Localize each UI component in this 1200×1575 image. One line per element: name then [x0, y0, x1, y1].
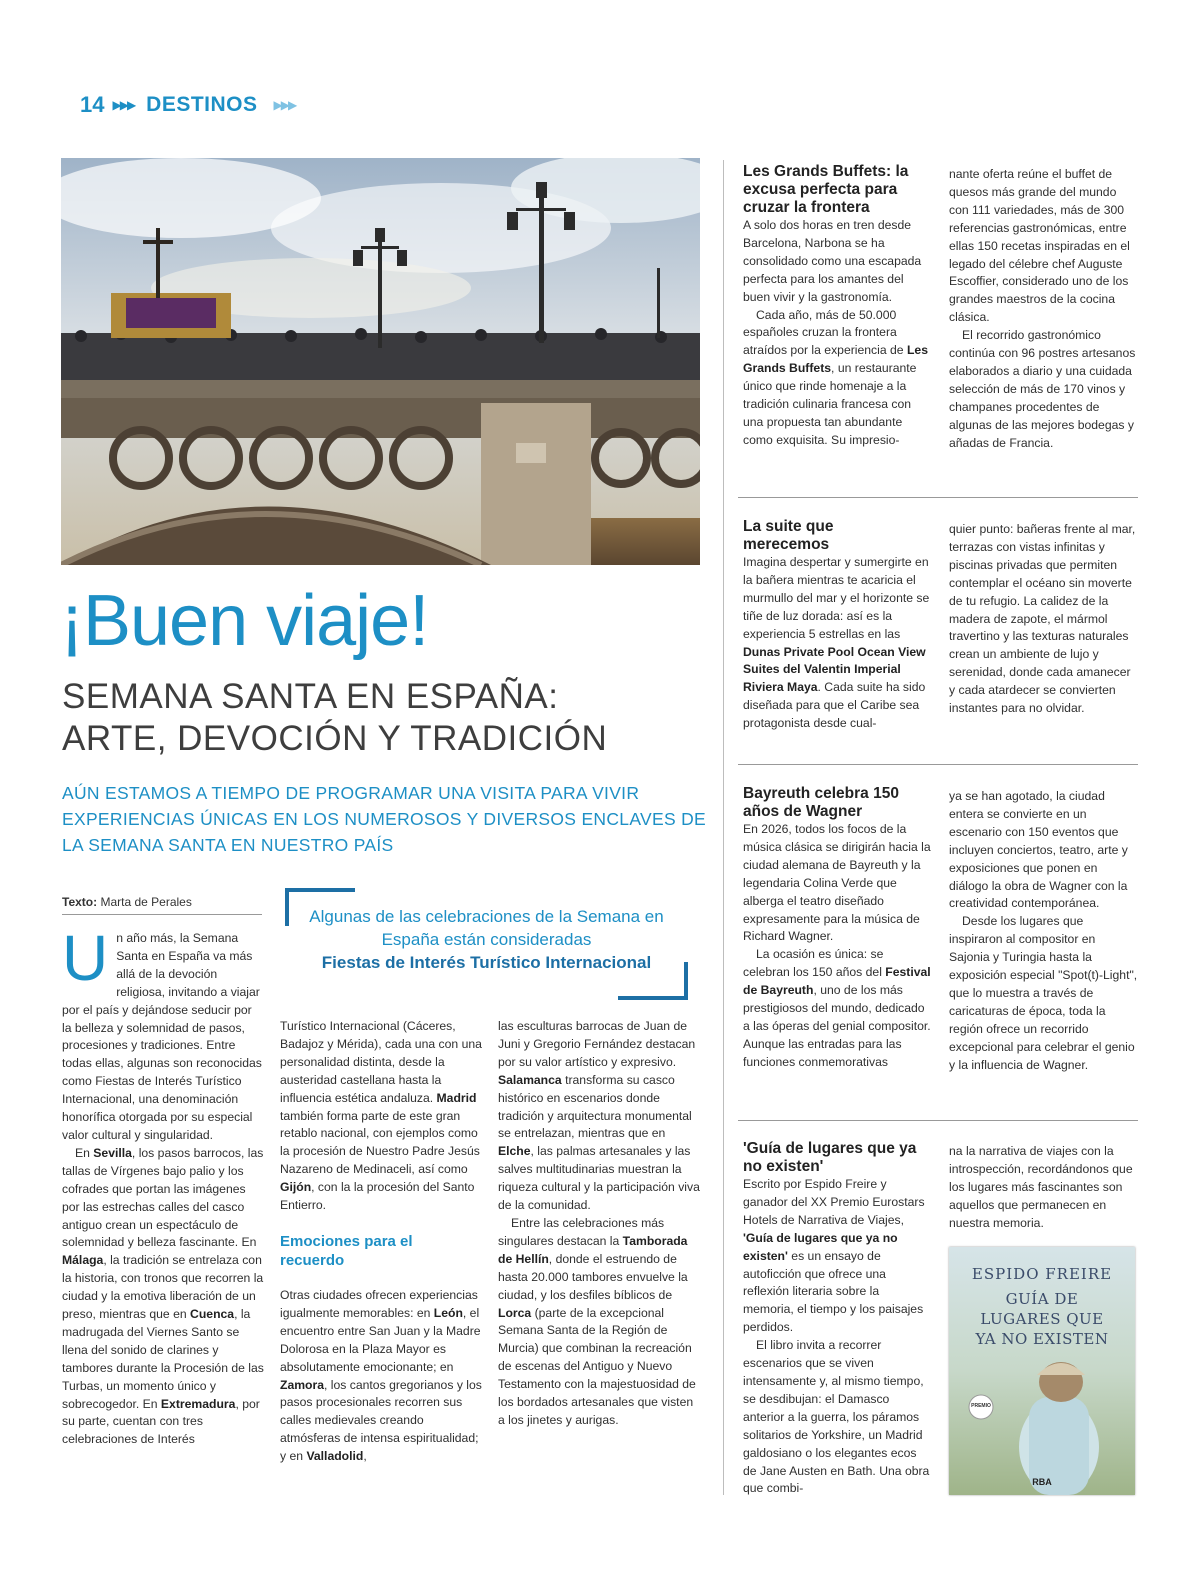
quote-bracket-bottom-side: [684, 962, 688, 1000]
column-divider: [723, 160, 724, 1495]
story-1-col-a: A solo dos horas en tren desde Barcelona, Narbona se ha consolidado como una escapada perfecta para los amantes del buen vivir y la gastronomía. Cada año, más de 50.000 españoles cruzan la frontera atraídos por la experiencia de Les Grands Buffets, un restaurante único que rinde homenaje a la tradición culinaria francesa con una propuesta tan abundante como exquisita. Su impresio-: [743, 218, 928, 447]
credit-name: Marta de Perales: [100, 895, 192, 909]
quote-bracket-top: [285, 888, 355, 892]
sidebar-story-1: [743, 163, 933, 450]
col2-paragraph-1: Turístico Internacional (Cáceres, Badajoz y Mérida), cada una con una personalidad distinta, desde la austeridad castellana hasta la influencia estética andaluza. Madrid también forma parte de este gran retablo nacional, con ejemplos como la procesión de Nuestro Padre Jesús Nazareno de Medinaceli, así como Gijón, con la la procesión del Santo Entierro.: [280, 1019, 482, 1213]
article-subheading: Emociones para el recuerdo: [280, 1232, 413, 1269]
pull-quote-normal: Algunas de las celebraciones de la Semana en España están consideradas: [309, 907, 664, 949]
quote-bracket-top-side: [285, 888, 289, 926]
hero-photo: [61, 158, 700, 565]
story-3-heading: Bayreuth celebra 150 años de Wagner: [743, 785, 899, 820]
quote-bracket-bottom: [618, 996, 688, 1000]
sidebar-story-2: [743, 518, 933, 733]
col3-paragraph-1: las esculturas barrocas de Juan de Juni y Gregorio Fernández destacan por su valor artístico y expresivo. Salamanca transforma su casco histórico en escenarios donde tradición y arquitectura monumental se entrelazan, mientras que en Elche, las palmas artesanales y las salves multitudinarias muestran la riqueza cultural y la participación viva de la comunidad.: [498, 1019, 700, 1213]
sidebar-story-4: [743, 1140, 933, 1498]
col2-paragraph-2: Otras ciudades ofrecen experiencias igualmente memorables: en León, el encuentro entre San Juan y la Madre Dolorosa en la Plaza Mayor es absolutamente emocionante; en Zamora, los cantos gregorianos y los pasos procesionales recorren sus calles medievales creando atmósferas de intensa espiritualidad; y en Valladolid,: [280, 1287, 482, 1464]
story-2-col-b: quier punto: bañeras frente al mar, terrazas con vistas infinitas y piscinas privadas que permiten contemplar el océano sin moverte de tu refugio. La calidez de la madera de zapote, el mármol travertino y las texturas naturales crean un ambiente de lujo y serenidad, donde cada amanecer y cada atardecer se convierten instantes para no olvidar.: [949, 522, 1136, 716]
article-title: ¡Buen viaje!: [60, 581, 429, 661]
story-3-col-a: En 2026, todos los focos de la música clásica se dirigirán hacia la ciudad alemana de Bayreuth y la legendaria Colina Verde que alberga el teatro diseñado expresamente para la música de Richard Wagner. La ocasión es única: se celebran los 150 años del Festival de Bayreuth, uno de los más prestigiosos del mundo, dedicado a las óperas del genial compositor. Aunque las entradas para las funciones conmemorativas: [743, 822, 931, 1069]
story-3-col-b: ya se han agotado, la ciudad entera se convierte en un escenario con 150 eventos que incluyen conciertos, teatro, arte y exposiciones que ponen en diálogo la obra de Wagner con la creatividad contemporánea. Desde los lugares que inspiraron al compositor en Sajonia y Turingia hasta la exposición especial "Spot(t)-Light", que lo muestra a través de caricaturas de época, toda la región ofrece un recorrido excepcional para celebrar el genio y la influencia de Wagner.: [949, 789, 1138, 1072]
book-cover: [949, 1247, 1135, 1495]
triple-chevron-light-icon: ▶▶▶: [273, 98, 296, 112]
sidebar-story-3: [743, 785, 933, 1072]
page-number: 14: [80, 92, 105, 117]
section-header: [80, 92, 295, 118]
book-award-badge: PREMIO: [971, 1403, 991, 1409]
subtitle-line-2: ARTE, DEVOCIÓN Y TRADICIÓN: [62, 719, 608, 758]
pull-quote-bold: Fiestas de Interés Turístico Internacional: [321, 953, 652, 972]
story-2-col-a: Imagina despertar y sumergirte en la bañera mientras te acaricia el murmullo del mar y el horizonte se tiñe de luz dorada: así es la experiencia 5 estrellas en las Dunas Private Pool Ocean View Suites del Valentin Imperial Riviera Maya. Cada suite ha sido diseñada para que el Caribe sea protagonista desde cual-: [743, 555, 930, 731]
story-divider-1: [738, 497, 1138, 498]
story-divider-3: [738, 1120, 1138, 1121]
story-1-col-b: nante oferta reúne el buffet de quesos más grande del mundo con 111 variedades, más de 300 referencias gastronómicas, entre ellas 150 recetas inspiradas en el legado del célebre chef Auguste Escoffier, considerado uno de los grandes maestros de la cocina clásica. El recorrido gastronómico continúa con 96 postres artesanos elaborados a diario y una cuidada selección de más de 170 vinos y champanes procedentes de algunas de las mejores bodegas y añadas de Francia.: [949, 167, 1136, 450]
col3-paragraph-2: Entre las celebraciones más singulares destacan la Tamborada de Hellín, donde el estruendo de hasta 20.000 tambores envuelve la ciudad, y los desfiles bíblicos de Lorca (parte de la excepcional Semana Santa de la Región de Murcia) que combinan la recreación de escenas del Antiguo y Nuevo Testamento con la majestuosidad de los bordados artesanales que visten a los jinetes y aurigas.: [498, 1215, 696, 1427]
story-1-heading: Les Grands Buffets: la excusa perfecta para cruzar la frontera: [743, 163, 909, 216]
subtitle-line-1: SEMANA SANTA EN ESPAÑA:: [62, 677, 559, 716]
book-publisher-logo: RBA: [1032, 1477, 1052, 1487]
col1-paragraph-2: En Sevilla, los pasos barrocos, las tallas de Vírgenes bajo palio y los cofrades que portan las imágenes por las estrechas calles del casco antiguo crean un espectáculo de solemnidad y belleza fascinante. En Málaga, la tradición se entrelaza con la historia, con tronos que recorren la ciudad y la emotiva liberación de un preso, mientras que en Cuenca, la madrugada del Viernes Santo se llena del sonido de clarines y tambores durante la Procesión de las Turbas, un momento único y sobrecogedor. En Extremadura, por su parte, cuentan con tres celebraciones de Interés: [62, 1145, 264, 1447]
credit-label: Texto:: [62, 895, 98, 909]
article-lead: AÚN ESTAMOS A TIEMPO DE PROGRAMAR UNA VISITA PARA VIVIR EXPERIENCIAS ÚNICAS EN LOS NUMEROSOS Y DIVERSOS ENCLAVES DE LA SEMANA SANTA EN NUESTRO PAÍS: [62, 783, 706, 855]
story-divider-2: [738, 764, 1138, 765]
article-column-2: [280, 1018, 482, 1466]
article-column-1: [62, 922, 264, 1449]
article-column-3: [498, 1018, 702, 1430]
col1-paragraph-1: Un año más, la Semana Santa en España va más allá de la devoción religiosa, invitando a viajar por el país y dejándose seducir por la belleza y solemnidad de pasos, procesiones y tradiciones. Entre todas ellas, algunas son reconocidas como Fiestas de Interés Turístico Internacional, una denominación honorífica otorgada por su especial valor cultural y singularidad.: [62, 922, 262, 1142]
book-author: ESPIDO FREIRE: [971, 1265, 1113, 1283]
section-title: DESTINOS: [146, 93, 258, 116]
drop-cap: U: [62, 922, 109, 994]
story-4-col-a: Escrito por Espido Freire y ganador del XX Premio Eurostars Hotels de Narrativa de Viajes, 'Guía de lugares que ya no existen' es un ensayo de autoficción que ofrece una reflexión literaria sobre la memoria, el tiempo y los paisajes perdidos. El libro invita a recorrer escenarios que se viven intensamente y, al mismo tiempo, se desdibujan: el Damasco anterior a la guerra, los páramos solitarios de Yorkshire, un Madrid galdosiano o los elegantes ecos de Jane Austen en Bath. Una obra que combi-: [743, 1177, 930, 1496]
article-subtitle: [62, 676, 702, 760]
author-credit: [62, 895, 262, 915]
story-4-heading: 'Guía de lugares que ya no existen': [743, 1140, 917, 1175]
pull-quote: [285, 888, 688, 1000]
pull-quote-text: [295, 905, 678, 974]
triple-chevron-icon: ▶▶▶: [112, 98, 135, 112]
book-title: GUÍA DE LUGARES QUE YA NO EXISTEN: [975, 1290, 1109, 1348]
story-2-heading: La suite que merecemos: [743, 518, 834, 553]
story-4-col-b: na la narrativa de viajes con la introspección, recordándonos que los lugares más fascinantes son aquellos que permanecen en nuestra memoria.: [949, 1144, 1133, 1230]
